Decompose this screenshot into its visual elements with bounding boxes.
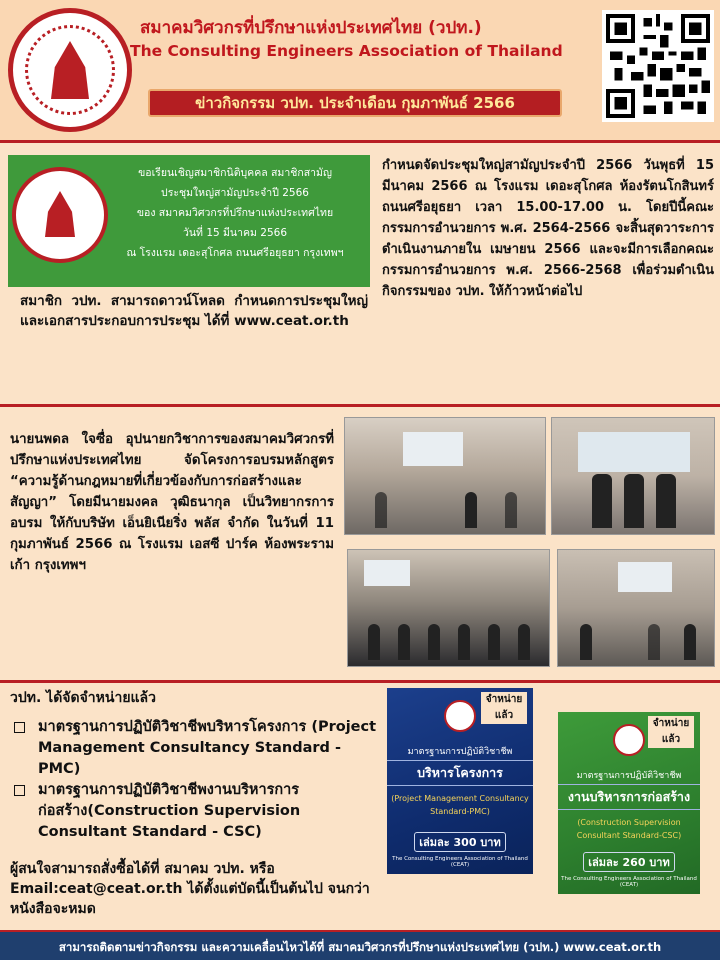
checkbox-bullet-icon <box>14 722 25 733</box>
book-cover-csc <box>558 712 700 894</box>
download-notice: สมาชิก วปท. สามารถดาวน์โหลด กำหนดการประชุมใหญ่ และเอกสารประกอบการประชุม ได้ที่ www.ceat.or.th <box>20 293 368 329</box>
group-photo <box>347 549 550 667</box>
ceat-logo-icon <box>444 700 476 732</box>
book-publisher: The Consulting Engineers Association of Thailand (CEAT) <box>561 876 697 888</box>
footer-bar: สามารถติดตามข่าวกิจกรรม และความเคลื่อนไหวได้ที่ สมาคมวิศวกรที่ปรึกษาแห่งประเทศไทย (วปท.) www.ceat.or.th <box>0 930 720 960</box>
book-subtitle: มาตรฐานการปฏิบัติวิชาชีพ <box>407 747 513 757</box>
books-heading: วปท. ได้จัดจำหน่ายแล้ว <box>10 690 156 706</box>
list-item <box>10 717 380 780</box>
book-item-label: มาตรฐานการปฏิบัติวิชาชีพงานบริหารการก่อสร้าง(Construction Supervision Consultant Standard - CSC) <box>38 782 301 840</box>
title-english: The Consulting Engineers Association of Thailand <box>130 42 563 60</box>
training-section <box>0 404 720 680</box>
invitation-lines <box>104 163 366 263</box>
list-item <box>10 780 380 843</box>
book-english-title: (Project Management Consultancy Standard-PMC) <box>391 794 529 816</box>
training-details: นายนพดล ใจซื่อ อุปนายกวิชาการของสมาคมวิศวกรที่ปรึกษาแห่งประเทศไทย จัดโครงการอบรมหลักสูตร “ความรู้ด้านกฎหมายที่เกี่ยวข้องกับการก่อสร้างและสัญญา” โดยมีนายมงคล วุฒิธนากุล เป็นวิทยากรการอบรม ให้กับบริษัท เอ็นยิเนียริ่ง พลัส จำกัด ในวันที่ 11 กุมภาพันธ์ 2566 ณ โรงแรม เอสซี ปาร์ค ห้องพระรามเก้า กรุงเทพฯ <box>10 432 334 573</box>
classroom-photo <box>557 549 715 667</box>
book-english-title: (Construction Supervision Consultant Standard-CSC) <box>576 818 682 840</box>
on-sale-label: จำหน่าย แล้ว <box>648 716 694 748</box>
book-price: เล่มละ 300 บาท <box>414 832 506 852</box>
ceat-logo-icon <box>613 724 645 756</box>
book-item-label: มาตรฐานการปฏิบัติวิชาชีพบริหารโครงการ (Project Management Consultancy Standard - PMC) <box>38 719 377 777</box>
checkbox-bullet-icon <box>14 785 25 796</box>
book-publisher: The Consulting Engineers Association of Thailand (CEAT) <box>392 856 528 868</box>
ceat-logo-icon <box>12 167 108 263</box>
order-info: ผู้สนใจสามารถสั่งซื้อได้ที่ สมาคม วปท. หรือ Email:ceat@ceat.or.th ได้ตั้งแต่บัดนี้เป็นต้นไป จนกว่าหนังสือจะหมด <box>10 861 370 917</box>
header <box>0 0 720 140</box>
books-list <box>10 717 380 843</box>
ceat-logo-icon <box>8 8 132 132</box>
invitation-line: ณ โรงแรม เดอะสุโกศล ถนนศรีอยุธยา กรุงเทพฯ <box>126 247 344 259</box>
book-cover-pmc <box>387 688 533 874</box>
training-photo <box>344 417 546 535</box>
speaker-photo <box>551 417 715 535</box>
book-title: บริหารโครงการ <box>387 760 533 786</box>
books-section <box>0 680 720 930</box>
on-sale-label: จำหน่าย แล้ว <box>481 692 527 724</box>
invitation-line: ของ สมาคมวิศวกรที่ปรึกษาแห่งประเทศไทย <box>136 207 334 219</box>
book-price: เล่มละ 260 บาท <box>583 852 675 872</box>
invitation-line: ขอเรียนเชิญสมาชิกนิติบุคคล สมาชิกสามัญ <box>138 167 332 179</box>
book-title: งานบริหารการก่อสร้าง <box>558 784 700 810</box>
book-subtitle: มาตรฐานการปฏิบัติวิชาชีพ <box>576 771 682 781</box>
invitation-line: วันที่ 15 มีนาคม 2566 <box>182 227 288 239</box>
meeting-details: กำหนดจัดประชุมใหญ่สามัญประจำปี 2566 วันพุธที่ 15 มีนาคม 2566 ณ โรงแรม เดอะสุโกศล ห้องรัตนโกสินทร์ ถนนศรีอยุธยา เวลา 15.00-17.00 น. โดยปีนี้คณะกรรมการอำนวยการ พ.ศ. 2564-2566 จะสิ้นสุดวาระการดำเนินงานภายใน เมษายน 2566 และจะมีการเลือกคณะกรรมการอำนวยการ พ.ศ. 2566-2568 เพื่อร่วมดำเนินกิจกรรมของ วปท. ให้ก้าวหน้าต่อไป <box>382 158 714 299</box>
title-thai: สมาคมวิศวกรที่ปรึกษาแห่งประเทศไทย (วปท.) <box>140 18 482 38</box>
monthly-news-banner: ข่าวกิจกรรม วปท. ประจำเดือน กุมภาพันธ์ 2566 <box>148 89 562 117</box>
invitation-card <box>8 155 370 287</box>
meeting-section <box>0 140 720 404</box>
qr-code-icon[interactable] <box>602 10 714 122</box>
invitation-line: ประชุมใหญ่สามัญประจำปี 2566 <box>161 187 309 199</box>
